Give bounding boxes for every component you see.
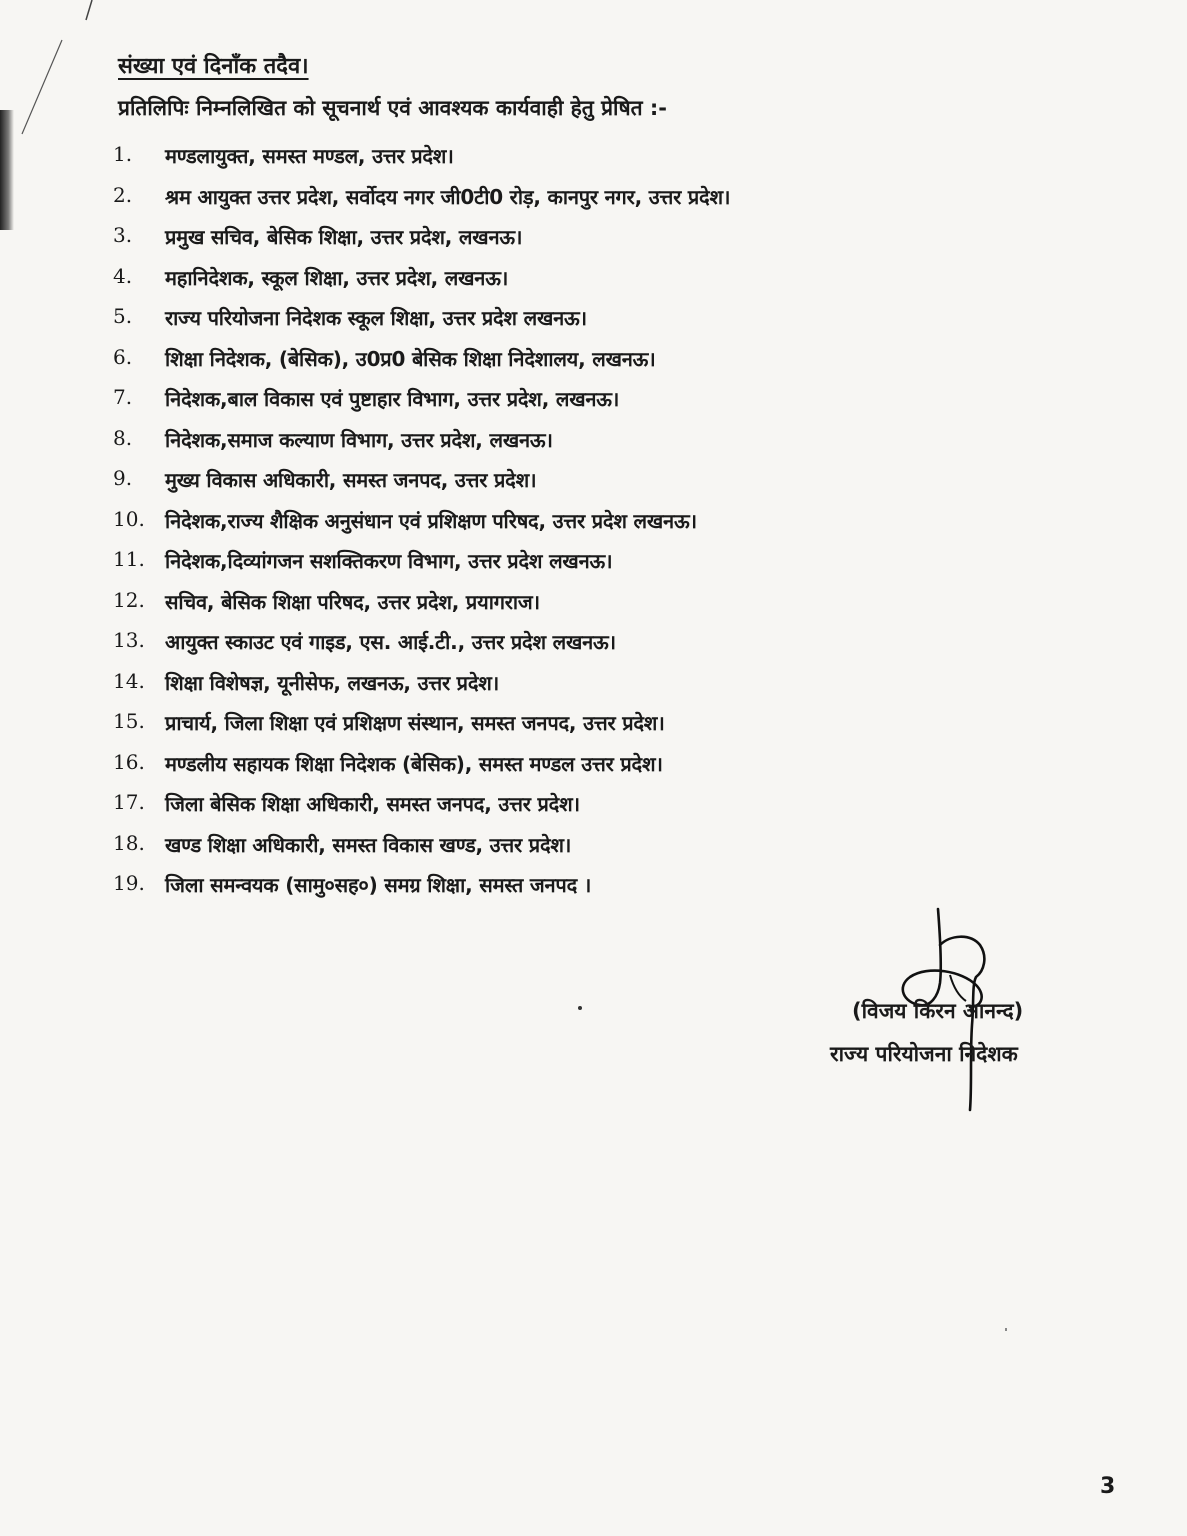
item-text: जिला बेसिक शिक्षा अधिकारी, समस्त जनपद, उत्तर प्रदेश। xyxy=(165,792,580,816)
list-item xyxy=(113,669,873,710)
item-text: महानिदेशक, स्कूल शिक्षा, उत्तर प्रदेश, लखनऊ। xyxy=(165,265,509,290)
item-text: सचिव, बेसिक शिक्षा परिषद, उत्तर प्रदेश, प्रयागराज। xyxy=(165,589,540,614)
list-item xyxy=(113,750,873,791)
item-number: 19. xyxy=(113,871,145,895)
item-text: खण्ड शिक्षा अधिकारी, समस्त विकास खण्ड, उत्तर प्रदेश। xyxy=(165,832,572,857)
list-item xyxy=(113,142,873,183)
item-text: आयुक्त स्काउट एवं गाइड, एस. आई.टी., उत्तर प्रदेश लखनऊ। xyxy=(165,630,616,654)
reference-heading: संख्या एवं दिनाँक तदैव। xyxy=(118,54,309,79)
scan-speck xyxy=(578,1006,582,1010)
item-number: 11. xyxy=(113,547,145,571)
item-number: 6. xyxy=(113,344,133,369)
item-number: 15. xyxy=(113,709,145,733)
item-number: 4. xyxy=(113,263,133,288)
item-number: 10. xyxy=(113,506,145,531)
list-item xyxy=(113,831,873,872)
item-number: 9. xyxy=(113,466,133,490)
item-text: निदेशक,दिव्यांगजन सशक्तिकरण विभाग, उत्तर प्रदेश लखनऊ। xyxy=(165,549,613,573)
item-number: 1. xyxy=(113,142,133,166)
list-item xyxy=(113,183,873,224)
signatory-title: राज्य परियोजना निदेशक xyxy=(830,1042,1018,1066)
list-item xyxy=(113,790,873,831)
list-item xyxy=(113,588,873,629)
list-item xyxy=(113,304,873,345)
item-number: 18. xyxy=(113,830,145,855)
signatory-name: (विजय किरन आनन्द) xyxy=(852,999,1024,1023)
item-text: मुख्य विकास अधिकारी, समस्त जनपद, उत्तर प्रदेश। xyxy=(165,468,537,492)
list-item xyxy=(113,507,873,548)
list-item xyxy=(113,466,873,507)
item-text: प्रमुख सचिव, बेसिक शिक्षा, उत्तर प्रदेश, लखनऊ। xyxy=(165,225,523,249)
item-number: 13. xyxy=(113,628,145,652)
item-number: 3. xyxy=(113,223,133,247)
item-text: जिला समन्वयक (सामु०सह०) समग्र शिक्षा, समस्त जनपद । xyxy=(165,873,592,897)
item-text: निदेशक,बाल विकास एवं पुष्टाहार विभाग, उत्तर प्रदेश, लखनऊ। xyxy=(165,387,620,411)
page-number: 3 xyxy=(1100,1474,1116,1499)
item-number: 16. xyxy=(113,749,145,774)
list-item xyxy=(113,547,873,588)
item-text: मण्डलायुक्त, समस्त मण्डल, उत्तर प्रदेश। xyxy=(165,144,454,168)
scan-corner-mark xyxy=(0,0,100,140)
item-text: राज्य परियोजना निदेशक स्कूल शिक्षा, उत्तर प्रदेश लखनऊ। xyxy=(165,306,587,330)
item-text: शिक्षा निदेशक, (बेसिक), उ0प्र0 बेसिक शिक्षा निदेशालय, लखनऊ। xyxy=(165,346,656,371)
item-number: 5. xyxy=(113,304,133,328)
item-number: 17. xyxy=(113,790,145,814)
item-text: मण्डलीय सहायक शिक्षा निदेशक (बेसिक), समस्त मण्डल उत्तर प्रदेश। xyxy=(165,751,663,776)
copy-to-intro: प्रतिलिपिः निम्नलिखित को सूचनार्थ एवं आवश्यक कार्यवाही हेतु प्रेषित :- xyxy=(118,96,667,120)
item-text: श्रम आयुक्त उत्तर प्रदेश, सर्वोदय नगर जी0टी0 रोड़, कानपुर नगर, उत्तर प्रदेश। xyxy=(165,184,731,209)
list-item xyxy=(113,871,873,912)
list-item xyxy=(113,345,873,386)
item-text: निदेशक,राज्य शैक्षिक अनुसंधान एवं प्रशिक्षण परिषद, उत्तर प्रदेश लखनऊ। xyxy=(165,508,697,533)
item-number: 14. xyxy=(113,668,145,693)
list-item xyxy=(113,628,873,669)
item-number: 8. xyxy=(113,425,133,450)
item-text: शिक्षा विशेषज्ञ, यूनीसेफ, लखनऊ, उत्तर प्रदेश। xyxy=(165,670,500,695)
list-item xyxy=(113,223,873,264)
item-text: निदेशक,समाज कल्याण विभाग, उत्तर प्रदेश, लखनऊ। xyxy=(165,427,553,452)
list-item xyxy=(113,709,873,750)
item-number: 7. xyxy=(113,385,133,409)
scan-speck xyxy=(1005,1328,1007,1331)
item-number: 12. xyxy=(113,587,145,612)
list-item xyxy=(113,385,873,426)
list-item xyxy=(113,264,873,305)
item-number: 2. xyxy=(113,182,133,207)
item-text: प्राचार्य, जिला शिक्षा एवं प्रशिक्षण संस्थान, समस्त जनपद, उत्तर प्रदेश। xyxy=(165,711,665,735)
list-item xyxy=(113,426,873,467)
recipient-list xyxy=(113,142,873,912)
